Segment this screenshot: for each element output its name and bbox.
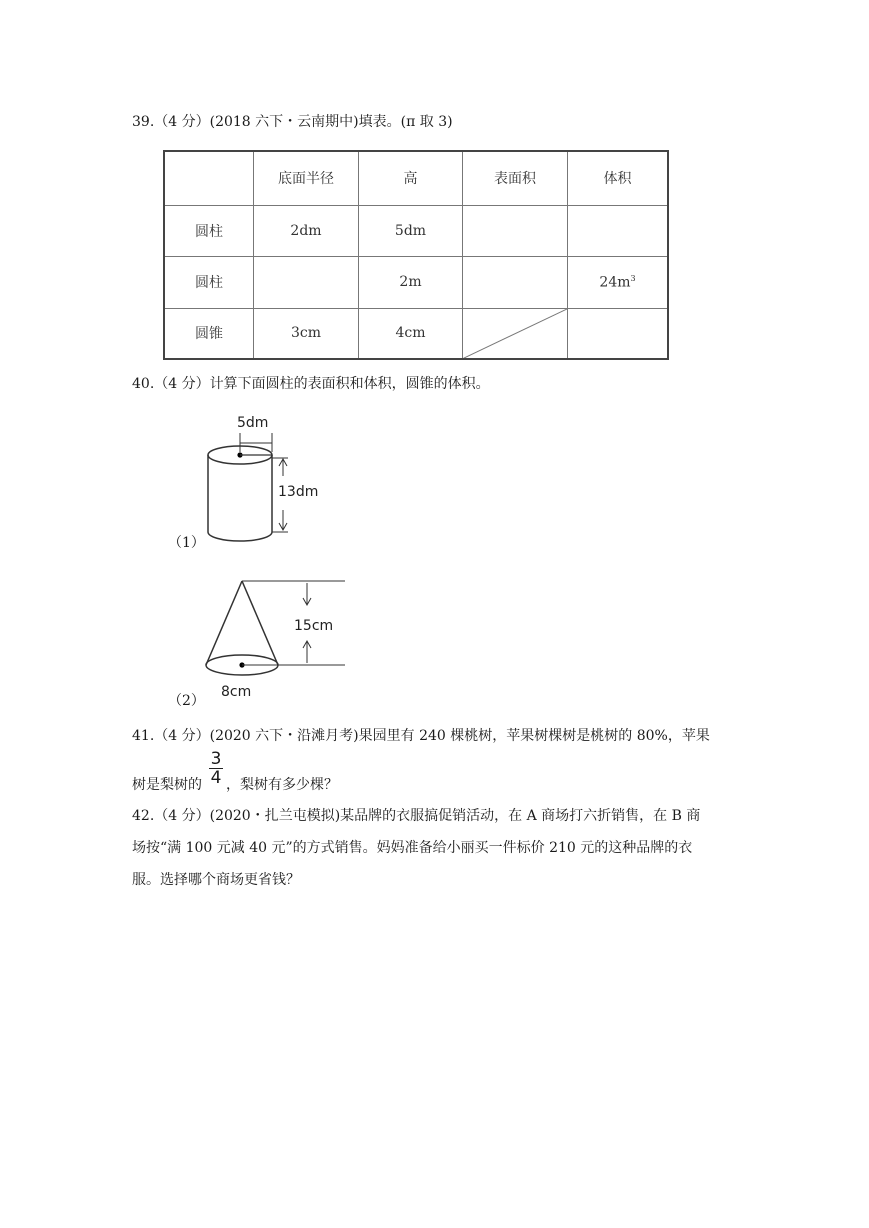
table-cell-shape: 圆柱 (164, 205, 254, 256)
table-cell-radius: 2dm (254, 205, 359, 256)
table-header-blank (164, 151, 254, 205)
volume-value: 24m (599, 274, 631, 291)
question-41-line-2-end: ，梨树有多少棵？ (226, 777, 338, 793)
cone-figure (200, 575, 360, 700)
height-label: 13dm (278, 484, 319, 500)
table-cell-shape: 圆锥 (164, 308, 254, 359)
table-header-radius: 底面半径 (254, 151, 359, 205)
table-header-volume: 体积 (568, 151, 669, 205)
table-cell-height: 2m (359, 256, 463, 308)
fraction-denominator: 4 (210, 768, 222, 788)
question-41-line-1: 41.（4 分）(2020 六下・沿滩月考)果园里有 240 棵桃树，苹果树棵树是桃树的 80%，苹果 (132, 728, 710, 744)
radius-label: 5dm (237, 415, 269, 431)
table-cell-surface-area (463, 256, 568, 308)
volume-exponent: 3 (630, 273, 636, 283)
table-cell-shape: 圆柱 (164, 256, 254, 308)
question-40: 40.（4 分）计算下面圆柱的表面积和体积，圆锥的体积。 (132, 376, 490, 392)
table-cell-surface-area (463, 205, 568, 256)
question-42-line-2: 场按“满 100 元减 40 元”的方式销售。妈妈准备给小丽买一件标价 210 元的这种品牌的衣 (132, 840, 693, 856)
question-41-line-2-start: 树是梨树的 (132, 777, 202, 793)
table-header-surface-area: 表面积 (463, 151, 568, 205)
table-cell-radius: 3cm (254, 308, 359, 359)
figure-1-label: （1） (168, 535, 205, 551)
table-cell-height: 5dm (359, 205, 463, 256)
table-cell-height: 4cm (359, 308, 463, 359)
radius-label: 8cm (221, 684, 252, 700)
question-42-line-1: 42.（4 分）(2020・扎兰屯模拟)某品牌的衣服搞促销活动，在 A 商场打六折销售，在 B 商 (132, 808, 701, 824)
figure-2-label: （2） (168, 693, 205, 709)
table-cell-crossed-out (463, 308, 568, 359)
height-label: 15cm (294, 618, 334, 634)
table-cell-radius (254, 256, 359, 308)
table-cell-volume (568, 256, 669, 308)
question-39: 39.（4 分）(2018 六下・云南期中)填表。(π 取 3) (132, 114, 453, 130)
fill-in-table (163, 150, 669, 360)
question-42-line-3: 服。选择哪个商场更省钱？ (132, 872, 300, 888)
table-cell-volume (568, 205, 669, 256)
table-cell-volume (568, 308, 669, 359)
fraction (208, 750, 224, 787)
cylinder-figure (200, 410, 360, 545)
table-header-height: 高 (359, 151, 463, 205)
fraction-numerator: 3 (210, 749, 222, 769)
